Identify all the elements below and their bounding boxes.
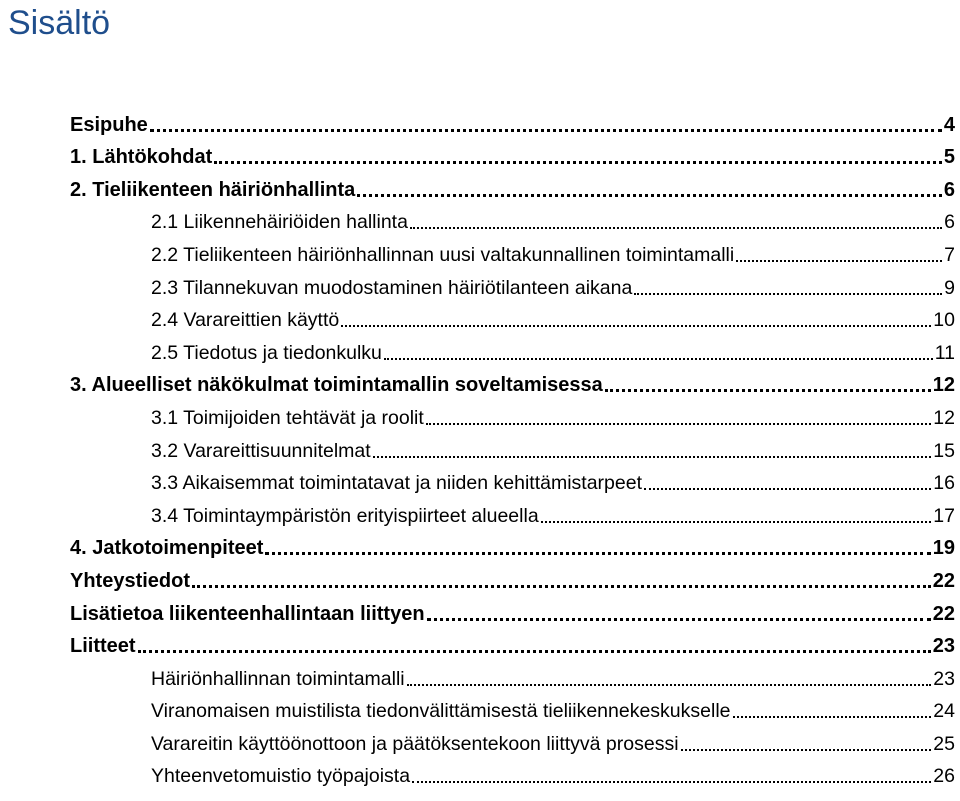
toc-entry-label: Liitteet: [70, 635, 136, 658]
toc-entry[interactable]: [0, 302, 960, 335]
toc-entry-label: Lisätietoa liikenteenhallintaan liittyen: [70, 602, 425, 625]
toc-dot-leader: [373, 456, 932, 458]
toc-dot-leader: [341, 325, 931, 327]
table-of-contents: [0, 106, 960, 790]
toc-dot-leader: [412, 781, 931, 783]
toc-entry-page-number: 25: [933, 732, 955, 755]
toc-entry[interactable]: [0, 628, 960, 661]
toc-dot-leader: [150, 129, 942, 132]
toc-entry-page-number: 22: [932, 602, 955, 625]
toc-entry-label: 2.3 Tilannekuvan muodostaminen häiriötilanteen aikana: [151, 276, 633, 299]
toc-entry-page-number: 6: [944, 211, 955, 234]
toc-entry-page-number: 10: [933, 309, 955, 332]
toc-entry-label: 2.1 Liikennehäiriöiden hallinta: [151, 211, 408, 234]
toc-entry-label: 2.2 Tieliikenteen häiriönhallinnan uusi valtakunnallinen toimintamalli: [151, 243, 735, 266]
toc-entry-label: Häiriönhallinnan toimintamalli: [151, 667, 405, 690]
toc-entry-label: Viranomaisen muistilista tiedonvälittämisestä tieliikennekeskukselle: [151, 700, 731, 723]
toc-entry-label: Yhteystiedot: [70, 569, 191, 592]
toc-dot-leader: [407, 684, 932, 686]
toc-entry[interactable]: [0, 432, 960, 465]
toc-entry[interactable]: [0, 693, 960, 726]
toc-entry[interactable]: [0, 269, 960, 302]
toc-entry-label: 3. Alueelliset näkökulmat toimintamallin soveltamisessa: [70, 374, 603, 397]
toc-entry-label: 1. Lähtökohdat: [70, 146, 213, 169]
toc-entry[interactable]: [0, 465, 960, 498]
toc-entry[interactable]: [0, 367, 960, 400]
toc-entry-label: 2.5 Tiedotus ja tiedonkulku: [151, 341, 382, 364]
toc-entry-label: 3.1 Toimijoiden tehtävät ja roolit: [151, 406, 424, 429]
toc-dot-leader: [681, 749, 932, 751]
toc-entry-page-number: 23: [933, 667, 955, 690]
toc-dot-leader: [357, 194, 942, 197]
toc-entry[interactable]: [0, 562, 960, 595]
toc-dot-leader: [410, 227, 942, 229]
toc-entry-page-number: 19: [932, 537, 955, 560]
toc-dot-leader: [265, 552, 930, 555]
toc-entry[interactable]: [0, 139, 960, 172]
toc-entry-page-number: 9: [944, 276, 955, 299]
toc-entry-page-number: 26: [933, 765, 955, 788]
toc-dot-leader: [634, 293, 942, 295]
toc-entry[interactable]: [0, 725, 960, 758]
toc-entry-page-number: 5: [943, 146, 955, 169]
toc-entry-label: 2. Tieliikenteen häiriönhallinta: [70, 178, 356, 201]
toc-entry-label: 3.4 Toimintaympäristön erityispiirteet alueella: [151, 504, 539, 527]
toc-entry-label: Yhteenvetomuistio työpajoista: [151, 765, 411, 788]
toc-dot-leader: [426, 423, 931, 425]
toc-entry[interactable]: [0, 660, 960, 693]
toc-entry[interactable]: [0, 204, 960, 237]
toc-entry-page-number: 16: [933, 472, 955, 495]
toc-dot-leader: [138, 650, 931, 653]
toc-entry-label: 3.2 Varareittisuunnitelmat: [151, 439, 371, 462]
toc-entry-page-number: 17: [933, 504, 955, 527]
toc-entry-page-number: 23: [932, 635, 955, 658]
page-title: Sisältö: [8, 4, 111, 42]
toc-entry-label: Esipuhe: [70, 113, 148, 136]
toc-entry-page-number: 24: [933, 700, 955, 723]
toc-entry-label: 2.4 Varareittien käyttö: [151, 309, 340, 332]
toc-entry-label: 3.3 Aikaisemmat toimintatavat ja niiden kehittämistarpeet: [151, 472, 642, 495]
toc-entry[interactable]: [0, 595, 960, 628]
toc-entry[interactable]: [0, 106, 960, 139]
toc-dot-leader: [214, 161, 942, 164]
toc-entry[interactable]: [0, 758, 960, 791]
toc-entry-label: Varareitin käyttöönottoon ja päätöksentekoon liittyvä prosessi: [151, 732, 679, 755]
toc-entry[interactable]: [0, 334, 960, 367]
toc-entry-page-number: 12: [932, 374, 955, 397]
toc-entry[interactable]: [0, 236, 960, 269]
toc-dot-leader: [427, 618, 931, 621]
toc-dot-leader: [384, 358, 933, 360]
toc-entry-page-number: 4: [943, 113, 955, 136]
toc-dot-leader: [736, 260, 942, 262]
toc-dot-leader: [733, 716, 932, 718]
toc-entry[interactable]: [0, 497, 960, 530]
toc-entry-label: 4. Jatkotoimenpiteet: [70, 537, 264, 560]
toc-entry-page-number: 22: [932, 569, 955, 592]
toc-entry[interactable]: [0, 399, 960, 432]
toc-entry[interactable]: [0, 530, 960, 563]
toc-entry-page-number: 11: [934, 341, 955, 364]
toc-entry[interactable]: [0, 171, 960, 204]
toc-entry-page-number: 15: [933, 439, 955, 462]
toc-dot-leader: [192, 585, 931, 588]
toc-dot-leader: [644, 488, 931, 490]
toc-dot-leader: [605, 389, 931, 392]
toc-entry-page-number: 7: [944, 243, 955, 266]
toc-entry-page-number: 12: [933, 406, 955, 429]
toc-entry-page-number: 6: [943, 178, 955, 201]
toc-dot-leader: [541, 521, 932, 523]
